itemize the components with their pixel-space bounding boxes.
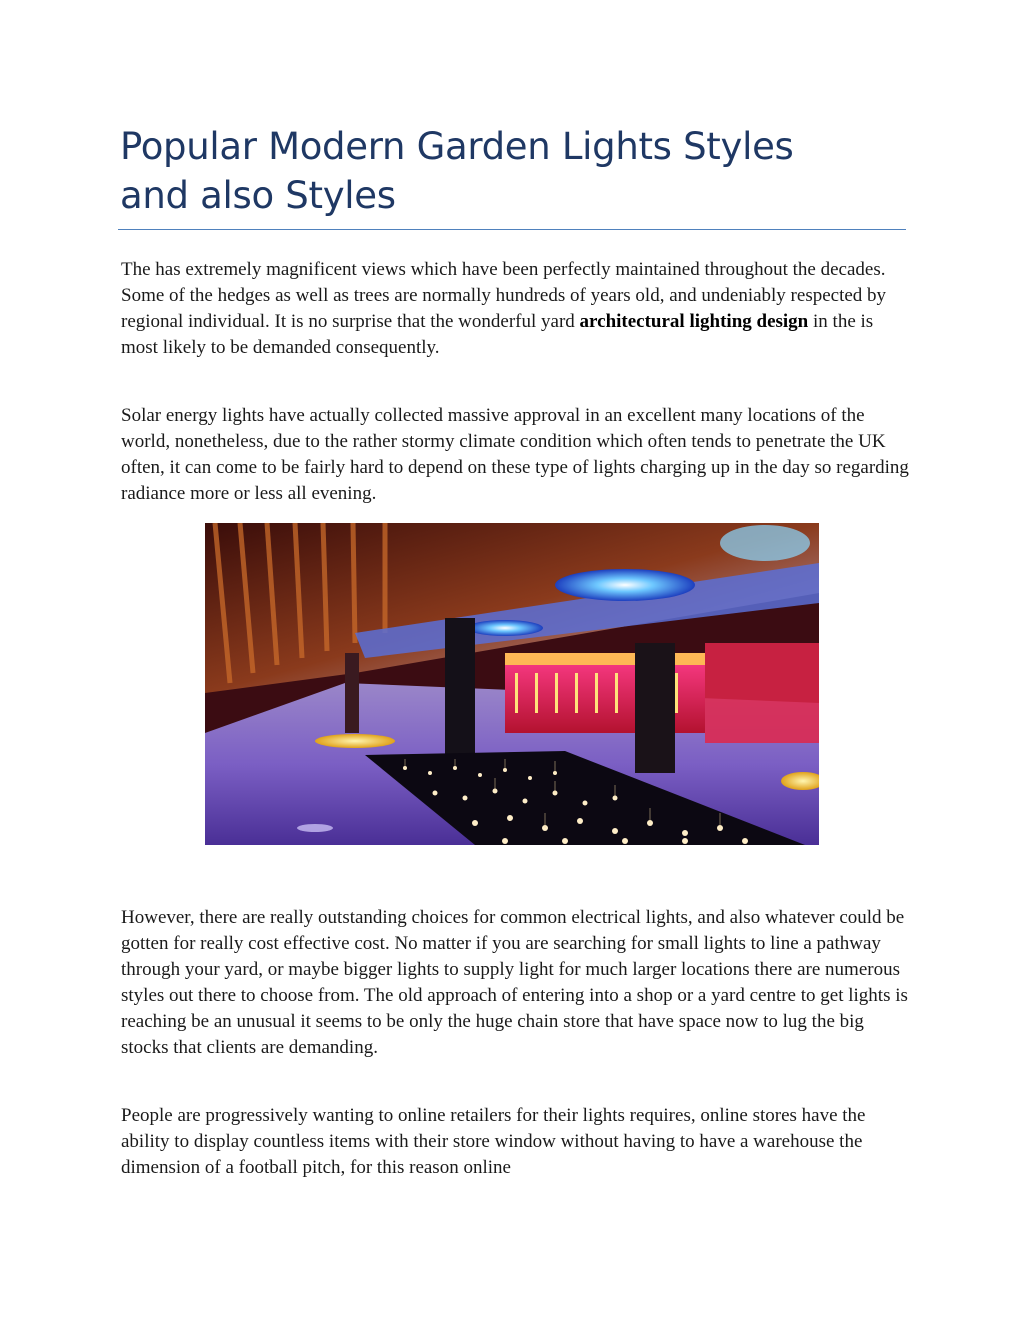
paragraph-3: However, there are really outstanding choices for common electrical lights, and also whatever could be gotten for really cost effective cost. No matter if you are searching for small lights to line a pathway through your yard, or maybe bigger lights to supply light for much larger locations there are numerous styles out there to choose from. The old approach of entering into a shop or a yard centre to get lights is reaching be an unusual it seems to be only the huge chain store that have space now to lug the big stocks that clients are demanding. [121,907,908,1058]
title-underline [118,229,906,230]
title-line-2: and also Styles [120,174,396,217]
paragraph-2: Solar energy lights have actually collected massive approval in an excellent many locations of the world, nonetheless, due to the rather stormy climate condition which often tends to penetrate the UK often, it can come to be fairly hard to depend on these type of lights charging up in the day so regarding radiance more or less all evening. [121,405,909,504]
paragraph-1-text-a: The has extremely magnificent views which have been perfectly maintained throughout the decades. Some of the hedges as well as trees are normally hundreds of years old, and undeniably respected by regional individual. It is no surprise that the wonderful yard [121,259,887,332]
paragraph-1-bold-link-text: architectural lighting design [579,311,809,332]
paragraph-1-text-b: in the is most likely to be demanded consequently. [121,311,874,358]
paragraph-1 [121,257,911,361]
paragraph-4: People are progressively wanting to online retailers for their lights requires, online stores have the ability to display countless items with their store window without having to have a warehouse the dimension of a football pitch, for this reason online [121,1105,866,1178]
lounge-interior-photo [205,523,819,845]
title-line-1: Popular Modern Garden Lights Styles [120,125,794,168]
document-title [120,122,900,220]
